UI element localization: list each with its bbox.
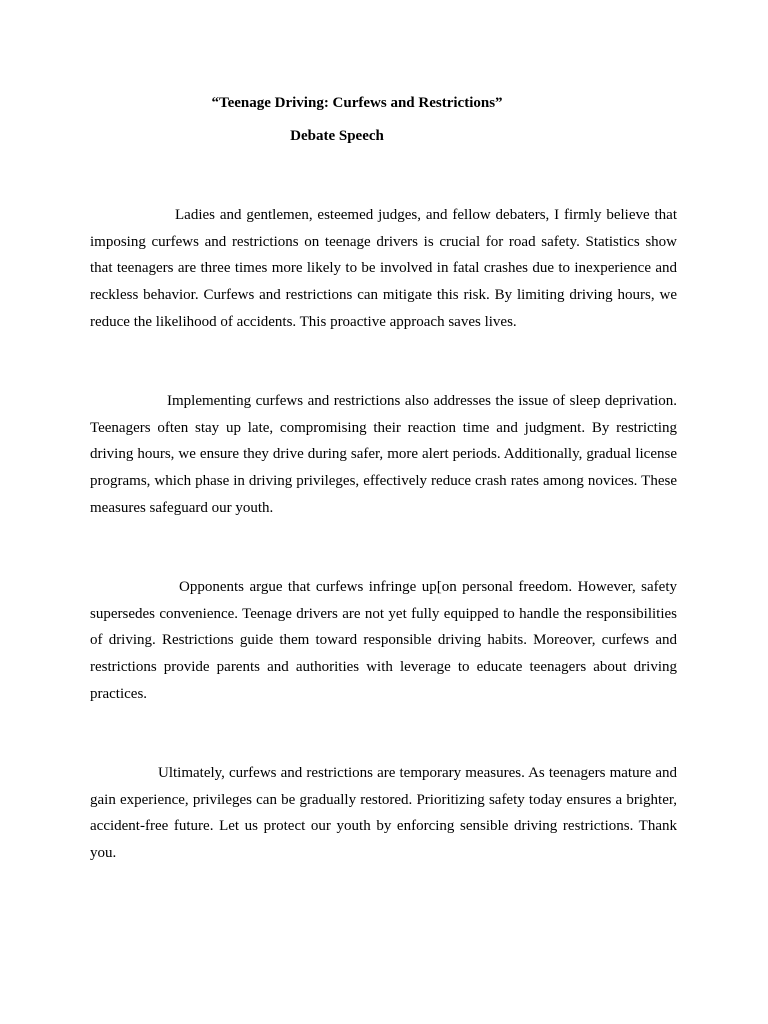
document-title: “Teenage Driving: Curfews and Restrictions” [211, 95, 503, 111]
paragraph-4: Ultimately, curfews and restrictions are temporary measures. As teenagers mature and gain experience, privileges can be gradually restored. Prioritizing safety today ensures a brighter, accident-free future. Let us protect our youth by enforcing sensible driving restrictions. Thank you. [90, 765, 677, 862]
document-subtitle: Debate Speech [290, 128, 384, 144]
paragraph-2: Implementing curfews and restrictions also addresses the issue of sleep deprivation. Teenagers often stay up late, compromising their reaction time and judgment. By restricting driving hours, we ensure they drive during safer, more alert periods. Additionally, gradual license programs, which phase in driving privileges, effectively reduce crash rates among novices. These measures safeguard our youth. [90, 393, 677, 516]
paragraph-3: Opponents argue that curfews infringe up[on personal freedom. However, safety supersedes convenience. Teenage drivers are not yet fully equipped to handle the responsibilities of driving. Restrictions guide them toward responsible driving habits. Moreover, curfews and restrictions provide parents and authorities with leverage to educate teenagers about driving practices. [90, 579, 677, 702]
paragraph-1: Ladies and gentlemen, esteemed judges, and fellow debaters, I firmly believe that imposing curfews and restrictions on teenage drivers is crucial for road safety. Statistics show that teenagers are three times more likely to be involved in fatal crashes due to inexperience and reckless behavior. Curfews and restrictions can mitigate this risk. By limiting driving hours, we reduce the likelihood of accidents. This proactive approach saves lives. [90, 207, 677, 330]
